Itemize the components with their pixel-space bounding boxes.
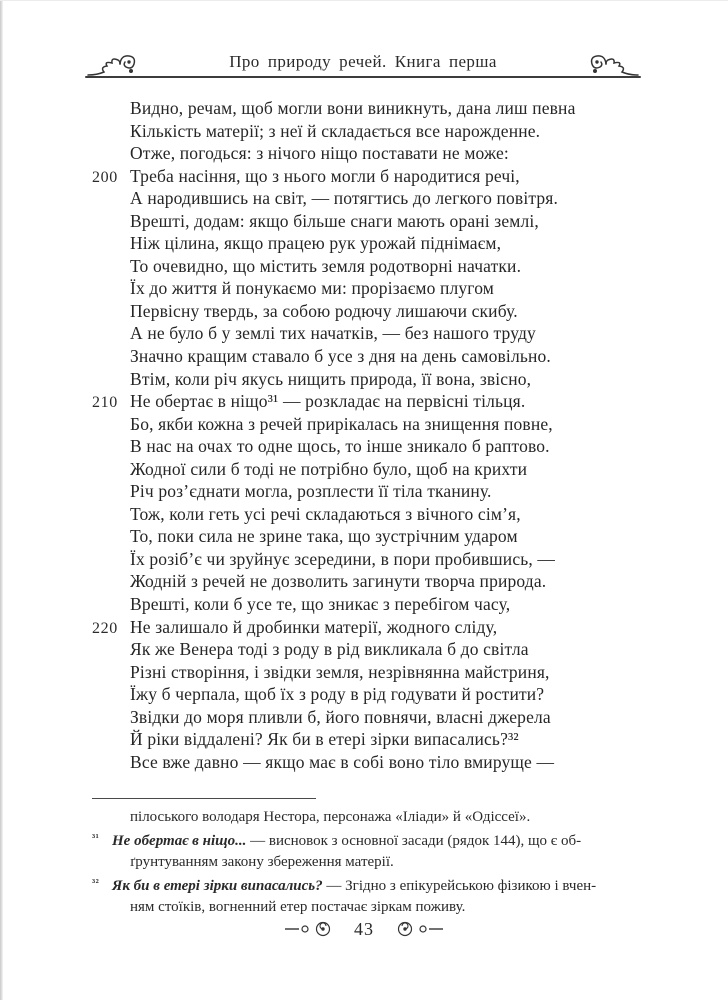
footnote-line xyxy=(92,873,652,895)
poem xyxy=(92,97,652,773)
footnote-lemma: Не обертає в ніщо... xyxy=(112,833,247,850)
verse-text: Все вже давно — якщо має в собі воно тіло вмируще — xyxy=(130,751,555,772)
poem-line xyxy=(92,570,652,593)
verse-text: Не залишало й дробинки матерії, жодного сліду, xyxy=(130,616,498,637)
footnote-text: ґрунтуванням закону збереження матерії. xyxy=(130,853,394,870)
verse-text: Значно кращим ставало б усе з дня на день самовільно. xyxy=(130,346,551,367)
poem-line xyxy=(92,706,652,729)
verse-text: Й ріки віддалені? Як би в етері зірки випасались?³² xyxy=(130,729,519,750)
verse-line-number: 210 xyxy=(92,394,118,412)
poem-line xyxy=(92,210,652,233)
poem-line xyxy=(92,503,652,526)
verse-text: Звідки до моря пливли б, його повнячи, власні джерела xyxy=(130,706,551,727)
scan-edge-shadow xyxy=(0,0,3,1000)
verse-text: Різні створіння, і звідки земля, незрівнянна майстриня, xyxy=(130,661,550,682)
poem-line xyxy=(92,458,652,481)
poem-line xyxy=(92,435,652,458)
poem-line xyxy=(92,322,652,345)
page-footer xyxy=(0,916,728,942)
verse-text: Кількість матерії; з неї й складається все нарожденне. xyxy=(130,120,541,141)
footnote-line xyxy=(92,828,652,850)
poem-line xyxy=(92,97,652,120)
verse-text: Жодної сили б тоді не потрібно було, щоб на крихти xyxy=(130,458,528,479)
poem-line xyxy=(92,187,652,210)
poem-line xyxy=(92,277,652,300)
poem-line xyxy=(92,638,652,661)
poem-line xyxy=(92,751,652,774)
verse-text: Треба насіння, що з нього могли б народитися речі, xyxy=(130,165,520,186)
verse-text: Ніж цілина, якщо працею рук урожай піднімаєм, xyxy=(130,233,502,254)
footnote-separator xyxy=(92,798,316,799)
verse-text: А народившись на світ, — потягтись до легкого повітря. xyxy=(130,188,558,209)
footnote-line xyxy=(92,806,652,828)
verse-line-number: 220 xyxy=(92,619,118,637)
footnote-lemma: Як би в етері зірки випасались? xyxy=(112,878,323,895)
verse-text: Бо, якби кожна з речей прирікалась на знищення повне, xyxy=(130,413,553,434)
footnote-text: ням стоїків, вогненний етер постачає зіркам поживу. xyxy=(130,898,466,915)
footer-ornament-right-icon xyxy=(388,920,444,938)
footnote-text: — висновок з основної засади (рядок 144), що є об- xyxy=(246,833,582,850)
page-header xyxy=(85,48,641,80)
poem-line xyxy=(92,683,652,706)
poem-line xyxy=(92,525,652,548)
verse-text: Їх розіб’є чи зруйнує зсередини, в пори пробившись, — xyxy=(130,548,556,569)
running-title: Про природу речей. Книга перша xyxy=(229,52,497,71)
poem-line xyxy=(92,593,652,616)
header-rule xyxy=(85,76,641,78)
poem-line xyxy=(92,142,652,165)
footnote-line xyxy=(92,896,652,918)
verse-text: Втім, коли річ якусь нищить природа, її вона, звісно, xyxy=(130,368,532,389)
verse-text: Первісну твердь, за собою родючу лишаючи скибу. xyxy=(130,300,518,321)
verse-text: В нас на очах то одне щось, то інше зникало б раптово. xyxy=(130,436,550,457)
poem-line xyxy=(92,255,652,278)
poem-line xyxy=(92,548,652,571)
scan-edge-top xyxy=(0,0,728,1)
footnote-text: пілоського володаря Нестора, персонажа «Іліади» й «Одіссеї». xyxy=(130,809,531,825)
poem-line xyxy=(92,232,652,255)
header-flourish-right-icon xyxy=(569,52,639,78)
poem-line xyxy=(92,300,652,323)
footer-ornament-left-icon xyxy=(284,920,340,938)
footnote-marker: ³¹ xyxy=(92,833,100,845)
poem-line xyxy=(92,728,652,751)
poem-line xyxy=(92,390,652,413)
poem-line xyxy=(92,165,652,188)
verse-text: Врешті, коли б усе те, що зникає з перебігом часу, xyxy=(130,594,511,615)
poem-line xyxy=(92,413,652,436)
poem-line xyxy=(92,480,652,503)
verse-text: Тож, коли геть усі речі складаються з вічного сім’я, xyxy=(130,503,521,524)
poem-line xyxy=(92,661,652,684)
verse-line-number: 200 xyxy=(92,168,118,186)
verse-text: Річ роз’єднати могла, розплести її тіла тканину. xyxy=(130,481,492,502)
verse-text: Як же Венера тоді з роду в рід викликала б до світла xyxy=(130,639,529,660)
footnote-line xyxy=(92,851,652,873)
verse-text: А не було б у землі тих начатків, — без нашого труду xyxy=(130,323,536,344)
footnote-marker: ³² xyxy=(92,878,100,890)
verse-text: Їх до життя й понукаємо ми: прорізаємо плугом xyxy=(130,278,494,299)
verse-text: Врешті, додам: якщо більше снаги мають орані землі, xyxy=(130,210,539,231)
poem-line xyxy=(92,120,652,143)
verse-text: Жодній з речей не дозволить загинути творча природа. xyxy=(130,571,547,592)
poem-line xyxy=(92,616,652,639)
footnote-text: — Згідно з епікурейською фізикою і вчен- xyxy=(322,878,597,895)
verse-text: Не обертає в ніщо³¹ — розкладає на первісні тільця. xyxy=(130,391,526,412)
verse-text: То, поки сила не зрине така, що зустрічним ударом xyxy=(130,526,518,547)
verse-text: Видно, речам, щоб могли вони виникнуть, дана лиш певна xyxy=(130,98,576,118)
verse-text: Отже, погодься: з нічого ніщо поставати не може: xyxy=(130,143,509,164)
poem-line xyxy=(92,368,652,391)
verse-text: То очевидно, що містить земля родотворні начатки. xyxy=(130,255,522,276)
poem-line xyxy=(92,345,652,368)
footnotes xyxy=(92,806,652,918)
verse-text: Їжу б черпала, щоб їх з роду в рід годувати й ростити? xyxy=(130,684,545,705)
page-number: 43 xyxy=(354,918,374,939)
